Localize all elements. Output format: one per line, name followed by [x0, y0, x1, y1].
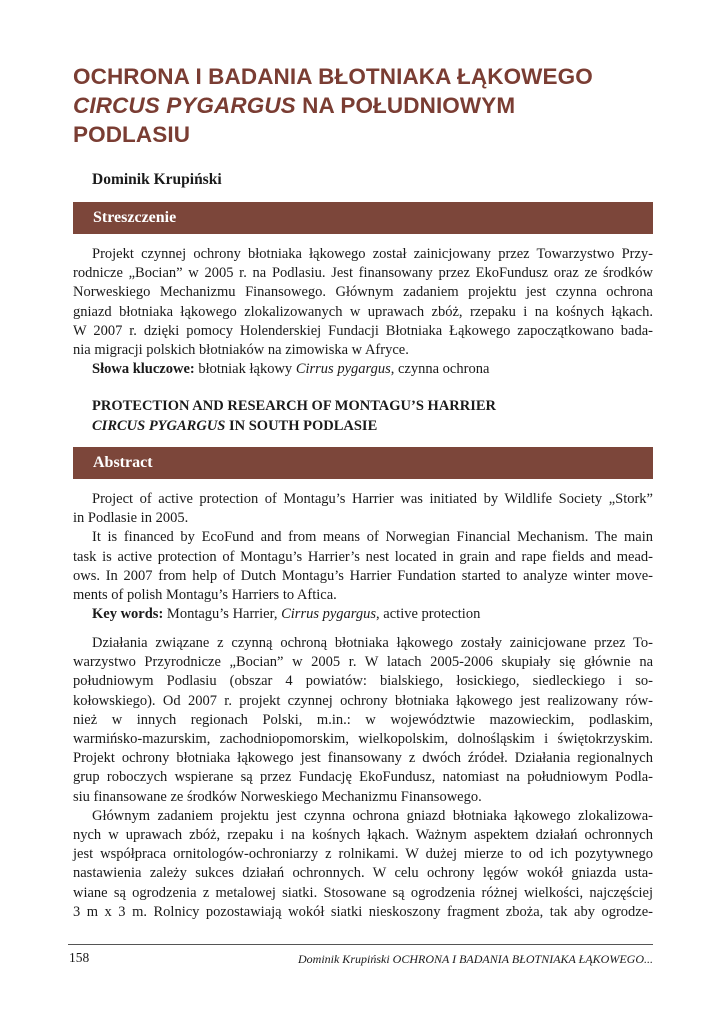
author-name: Dominik Krupiński: [92, 171, 222, 188]
title-line-2-rest: NA POŁUDNIOWYM: [295, 93, 516, 118]
keywords-text: błotniak łąkowy: [194, 361, 296, 378]
body-line: grup roboczych wspierane są przez Fundację EkoFundusz, natomiast na południowym Podla-: [73, 769, 653, 786]
keywords-species: Cirrus pygargus: [295, 361, 391, 378]
body-line: siu finansowane ze środków Norweskiego Mechanizmu Finansowego.: [73, 788, 482, 805]
streszczenie-keywords: [73, 360, 653, 379]
body-text: [73, 634, 653, 922]
title-line-1: OCHRONA I BADANIA BŁOTNIAKA ŁĄKOWEGO: [73, 64, 593, 89]
abstract-line: Project of active protection of Montagu’s Harrier was initiated by Wildlife Society „Stork”: [92, 491, 653, 507]
english-title-line-2: [92, 417, 496, 437]
streszczenie-line: rodnicze „Bocian” w 2005 r. na Podlasiu. Jest finansowany przez EkoFundusz oraz ze środków: [73, 265, 653, 282]
abstract-line: task is active protection of Montagu’s Harrier’s nest located in grain and rape fields and mead-: [73, 548, 653, 565]
abstract-line: ows. In 2007 from help of Dutch Montagu’s Harrier Fundation started to analyze winter move-: [73, 567, 653, 584]
body-line: kołowskiego). Od 2007 r. projekt czynnej ochrony błotniaka łąkowego jest realizowany rów-: [73, 692, 653, 709]
abstract-text: [73, 490, 653, 624]
abstract-line: ments of polish Montagu’s Harriers to Aftica.: [73, 587, 337, 604]
body-line: południowym Podlasiu (obszar 4 powiatów: bialskiego, łosickiego, siedleckiego i so-: [73, 673, 653, 690]
english-title: [92, 397, 496, 436]
keywords-label: Słowa kluczowe:: [92, 361, 195, 378]
body-line: Projekt ochrony błotniaka łąkowego jest finansowany z dwóch źródeł. Działania regionalnych: [73, 750, 653, 767]
abstract-keywords: [73, 605, 653, 624]
body-line: jest współpraca ornitologów-ochroniarzy z rolnikami. W dużej mierze to od ich pozytywnego: [73, 846, 653, 863]
abstract-line: It is financed by EcoFund and from means of Norwegian Financial Mechanism. The main: [92, 529, 653, 546]
streszczenie-line: Norweskiego Mechanizmu Finansowego. Głównym zadaniem projektu jest czynna ochrona: [73, 284, 653, 301]
streszczenie-line: gniazd błotniaka łąkowego zlokalizowanych w uprawach zbóż, rzepaku i na kośnych łąkach.: [73, 303, 653, 320]
streszczenie-line: W 2007 r. dzięki pomocy Holenderskiej Fundacji Błotniaka Łąkowego zapoczątkowano bada-: [73, 322, 653, 339]
body-line: wiane są ogrodzenia z metalowej siatki. Stosowane są ogrodzenia różnej wielkości, najczęściej: [73, 884, 653, 901]
keywords-species: Cirrus pygargus: [281, 606, 377, 623]
body-line: warzystwo Przyrodnicze „Bocian” w 2005 r. W latach 2005-2006 skupiały się głównie na: [73, 654, 653, 671]
abstract-line: in Podlasie in 2005.: [73, 510, 189, 527]
english-title-species: CIRCUS PYGARGUS: [92, 417, 226, 434]
streszczenie-text: [73, 245, 653, 379]
english-title-line-1: PROTECTION AND RESEARCH OF MONTAGU’S HARRIER: [92, 398, 497, 414]
page-number: 158: [69, 950, 90, 965]
streszczenie-heading-bar: Streszczenie: [73, 202, 653, 234]
title-species-name: CIRCUS PYGARGUS: [73, 93, 296, 118]
body-line: Działania związane z czynną ochroną błotniaka łąkowego zostały zainicjowane przez To-: [92, 635, 653, 651]
english-title-line-2-rest: IN SOUTH PODLASIE: [225, 417, 378, 434]
title-line-2: [73, 91, 673, 120]
body-line: Głównym zadaniem projektu jest czynna ochrona gniazd błotniaka łąkowego zlokalizowa-: [92, 807, 653, 824]
body-line: nastawienia zależy sukces działań ochronnych. W celu ochrony lęgów wokół gniazda usta-: [73, 865, 653, 882]
keywords-text-end: , czynna ochrona: [390, 361, 490, 378]
keywords-text-end: , active protection: [376, 606, 481, 623]
body-line: nież w innych regionach Polski, m.in.: w województwie mazowieckim, podlaskim,: [73, 711, 653, 728]
body-line: 3 m x 3 m. Rolnicy pozostawiają wokół siatki nieskoszony fragment zboża, tak aby ogrodze-: [73, 903, 653, 920]
abstract-heading-bar: Abstract: [73, 447, 653, 479]
keywords-text: Montagu’s Harrier,: [163, 606, 282, 623]
keywords-label: Key words:: [92, 606, 164, 623]
streszczenie-line: Projekt czynnej ochrony błotniaka łąkowego został zainicjowany przez Towarzystwo Przy-: [92, 246, 653, 262]
streszczenie-line: nia migracji polskich błotniaków na zimowiska w Afryce.: [73, 342, 409, 359]
body-line: nych w uprawach zbóż, rzepaku i na kośnych łąkach. Ważnym aspektem działań ochronnych: [73, 827, 653, 844]
body-line: warmińsko-mazurskim, zachodniopomorskim, wielkopolskim, dolnośląskim i świętokrzyskim.: [73, 731, 653, 748]
running-head: Dominik Krupiński OCHRONA I BADANIA BŁOTNIAKA ŁĄKOWEGO...: [297, 952, 653, 966]
footer-divider: [68, 944, 653, 945]
article-title: [73, 62, 673, 149]
title-line-3: PODLASIU: [73, 122, 191, 147]
